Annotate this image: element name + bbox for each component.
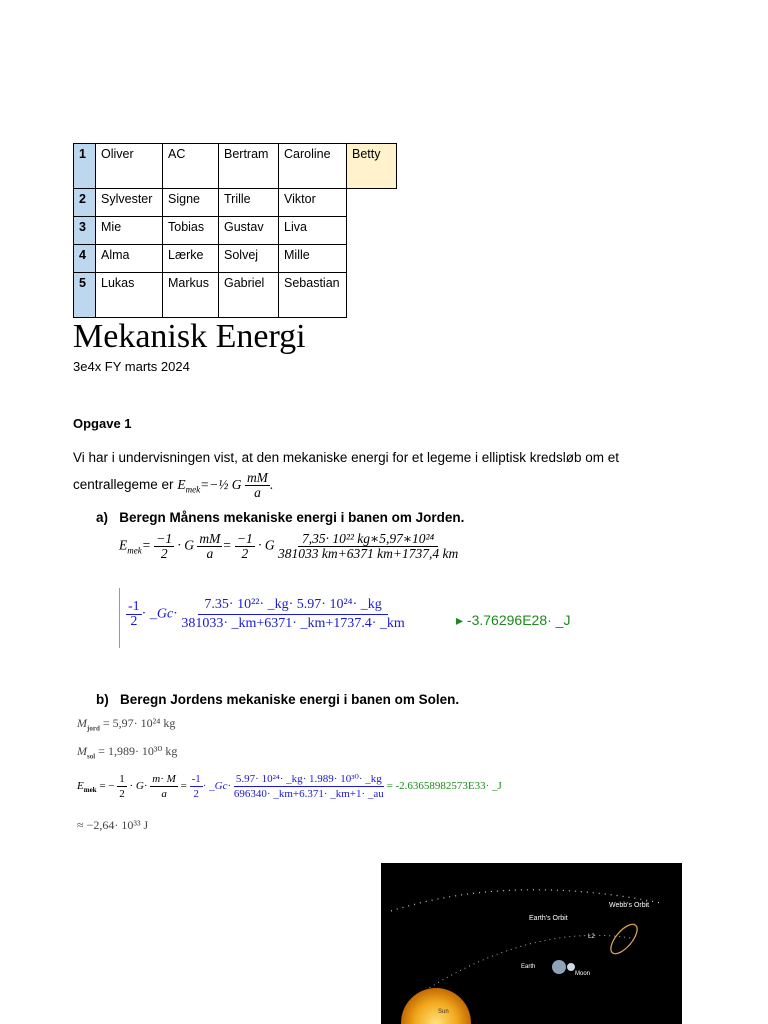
roster-cell: AC (163, 144, 219, 189)
figure-label: Webb's Orbit (609, 902, 650, 909)
roster-cell: Viktor (279, 189, 347, 217)
part-a-result: -3.76296E28· _J (466, 612, 571, 628)
figure-label: Earth's Orbit (529, 915, 568, 922)
roster-cell: Gabriel (219, 273, 279, 318)
roster-cell: Solvej (219, 245, 279, 273)
m-jord-line: $M_{jord} = 5,97\cdot 10^{24}$ kg (77, 716, 176, 733)
intro-text: Vi har i undervisningen vist, at den mekaniske energi for et legeme i elliptisk kredsløb om et centrallegeme er (73, 450, 620, 492)
part-a-equation: $E_{mek}=$ $\frac{-1}{2}$ · G $\frac{mM}{a}$ = $\frac{-1}{2}$ · G $\frac{\text{7,35· 10²² kg∗5,97∗10²⁴}}{381033 km+6371 km+1737,4 km}$ (119, 531, 459, 561)
part-b-heading: b) Beregn Jordens mekaniske energi i banen om Solen. (96, 692, 460, 707)
m-sol-line: $M_{sol} = 1,989\cdot 10^{30}$ kg (77, 744, 178, 761)
task-heading: Opgave 1 (73, 416, 132, 431)
intro-paragraph (73, 444, 693, 504)
roster-cell: Lærke (163, 245, 219, 273)
roster-cell: Tobias (163, 217, 219, 245)
roster-cell: Lukas (96, 273, 163, 318)
part-a-calculation: $\frac{-1}{2}$ · _Gc· $\frac{\text{7.35· 10²²· \_kg· 5.97· 10²⁴· \_kg}}{381033\cdot \_km+6371\cdot \_km+1737.4\cdot \_km}$ ▸ -3.76296E28· _J (119, 588, 590, 648)
roster-cell: Mie (96, 217, 163, 245)
subtitle: 3e4x FY marts 2024 (73, 359, 190, 374)
roster-cell: Liva (279, 217, 347, 245)
part-b-result: = -2.63658982573E33· _J (386, 780, 502, 793)
page-title: Mekanisk Energi (73, 318, 306, 355)
orbit-figure (381, 863, 682, 1024)
roster-cell: Markus (163, 273, 219, 318)
figure-label: Earth (521, 964, 536, 970)
roster-cell: Trille (219, 189, 279, 217)
row-number: 1 (74, 144, 96, 189)
figure-label: Sun (438, 1009, 449, 1015)
roster-cell: Signe (163, 189, 219, 217)
row-number: 3 (74, 217, 96, 245)
roster-table (73, 143, 397, 318)
roster-cell: Bertram (219, 144, 279, 189)
row-number: 4 (74, 245, 96, 273)
roster-cell: Alma (96, 245, 163, 273)
roster-cell: Gustav (219, 217, 279, 245)
figure-label: Moon (575, 971, 591, 977)
roster-cell: Mille (279, 245, 347, 273)
figure-label: L2 (588, 934, 595, 940)
roster-cell: Oliver (96, 144, 163, 189)
part-a-heading: a) Beregn Månens mekaniske energi i banen om Jorden. (96, 510, 465, 525)
roster-cell-highlight: Betty (347, 144, 397, 189)
part-b-calculation: $E_{mek}$ = − $\frac{1}{2}$ · G· $\frac{m\cdot M}{a}$ = $\frac{-1}{2}$ · _Gc· $\frac{\text{5.97· 10²⁴· \_kg· 1.989· 10³⁰· \_kg}}{696340\cdot \_km+6.371\cdot \_km+1\cdot \_au}$ = -2.63658982573E33· _J (77, 773, 502, 800)
roster-cell: Caroline (279, 144, 347, 189)
roster-cell: Sebastian (279, 273, 347, 318)
energy-formula: $E_{mek}=-\frac{1}{2}$ G $\frac{mM}{a}$ . (177, 470, 274, 501)
roster-cell: Sylvester (96, 189, 163, 217)
row-number: 5 (74, 273, 96, 318)
row-number: 2 (74, 189, 96, 217)
sun-icon (401, 988, 471, 1024)
part-b-approx: ≈ −2,64· 10³³ J (77, 818, 149, 832)
